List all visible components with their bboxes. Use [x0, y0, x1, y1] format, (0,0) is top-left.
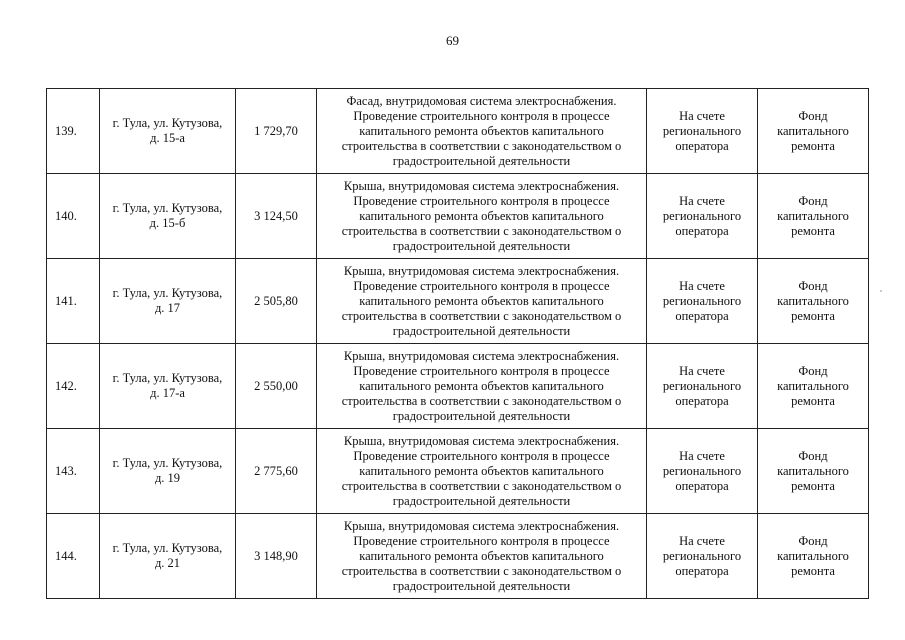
table-row [47, 89, 869, 174]
area-cell: 2 505,80 [236, 259, 317, 344]
address-house: д. 21 [154, 556, 181, 570]
area-cell: 3 148,90 [236, 514, 317, 599]
scan-speck [880, 290, 882, 292]
row-number: 139. [47, 89, 100, 174]
account-cell: На счете регионального оператора [647, 429, 758, 514]
row-number: 142. [47, 344, 100, 429]
table-row [47, 514, 869, 599]
account-cell: На счете регионального оператора [647, 259, 758, 344]
address-house: д. 17-а [150, 386, 185, 400]
account-cell: На счете регионального оператора [647, 514, 758, 599]
area-cell: 3 124,50 [236, 174, 317, 259]
address-house: д. 15-б [149, 216, 186, 230]
row-number: 144. [47, 514, 100, 599]
funding-source-cell: Фонд капитального ремонта [758, 514, 869, 599]
address-cell [100, 344, 236, 429]
address-house: д. 15-а [150, 131, 185, 145]
work-description-cell: Крыша, внутридомовая система электроснабжения. Проведение строительного контроля в процессе капитального ремонта объектов капитального строительства в соответствии с законодательством о градостроительной деятельности [317, 429, 647, 514]
table-row [47, 174, 869, 259]
area-cell: 1 729,70 [236, 89, 317, 174]
funding-source-cell: Фонд капитального ремонта [758, 429, 869, 514]
account-cell: На счете регионального оператора [647, 89, 758, 174]
address-cell [100, 174, 236, 259]
funding-source-cell: Фонд капитального ремонта [758, 259, 869, 344]
account-cell: На счете регионального оператора [647, 174, 758, 259]
row-number: 143. [47, 429, 100, 514]
row-number: 141. [47, 259, 100, 344]
address-cell [100, 89, 236, 174]
funding-source-cell: Фонд капитального ремонта [758, 344, 869, 429]
address-street: г. Тула, ул. Кутузова, [112, 116, 223, 130]
area-cell: 2 775,60 [236, 429, 317, 514]
address-street: г. Тула, ул. Кутузова, [112, 286, 223, 300]
address-cell [100, 259, 236, 344]
page-number: 69 [446, 33, 459, 48]
funding-source-cell: Фонд капитального ремонта [758, 89, 869, 174]
address-cell [100, 429, 236, 514]
address-house: д. 17 [154, 301, 181, 315]
work-description-cell: Крыша, внутридомовая система электроснабжения. Проведение строительного контроля в процессе капитального ремонта объектов капитального строительства в соответствии с законодательством о градостроительной деятельности [317, 174, 647, 259]
table-row [47, 344, 869, 429]
account-cell: На счете регионального оператора [647, 344, 758, 429]
address-street: г. Тула, ул. Кутузова, [112, 541, 223, 555]
address-street: г. Тула, ул. Кутузова, [112, 371, 223, 385]
address-street: г. Тула, ул. Кутузова, [112, 456, 223, 470]
work-description-cell: Крыша, внутридомовая система электроснабжения. Проведение строительного контроля в процессе капитального ремонта объектов капитального строительства в соответствии с законодательством о градостроительной деятельности [317, 344, 647, 429]
address-street: г. Тула, ул. Кутузова, [112, 201, 223, 215]
address-cell [100, 514, 236, 599]
table-row [47, 259, 869, 344]
work-description-cell: Фасад, внутридомовая система электроснабжения. Проведение строительного контроля в процессе капитального ремонта объектов капитального строительства в соответствии с законодательством о градостроительной деятельности [317, 89, 647, 174]
document-table [46, 88, 869, 599]
table-row [47, 429, 869, 514]
address-house: д. 19 [154, 471, 181, 485]
area-cell: 2 550,00 [236, 344, 317, 429]
work-description-cell: Крыша, внутридомовая система электроснабжения. Проведение строительного контроля в процессе капитального ремонта объектов капитального строительства в соответствии с законодательством о градостроительной деятельности [317, 259, 647, 344]
row-number: 140. [47, 174, 100, 259]
work-description-cell: Крыша, внутридомовая система электроснабжения. Проведение строительного контроля в процессе капитального ремонта объектов капитального строительства в соответствии с законодательством о градостроительной деятельности [317, 514, 647, 599]
funding-source-cell: Фонд капитального ремонта [758, 174, 869, 259]
